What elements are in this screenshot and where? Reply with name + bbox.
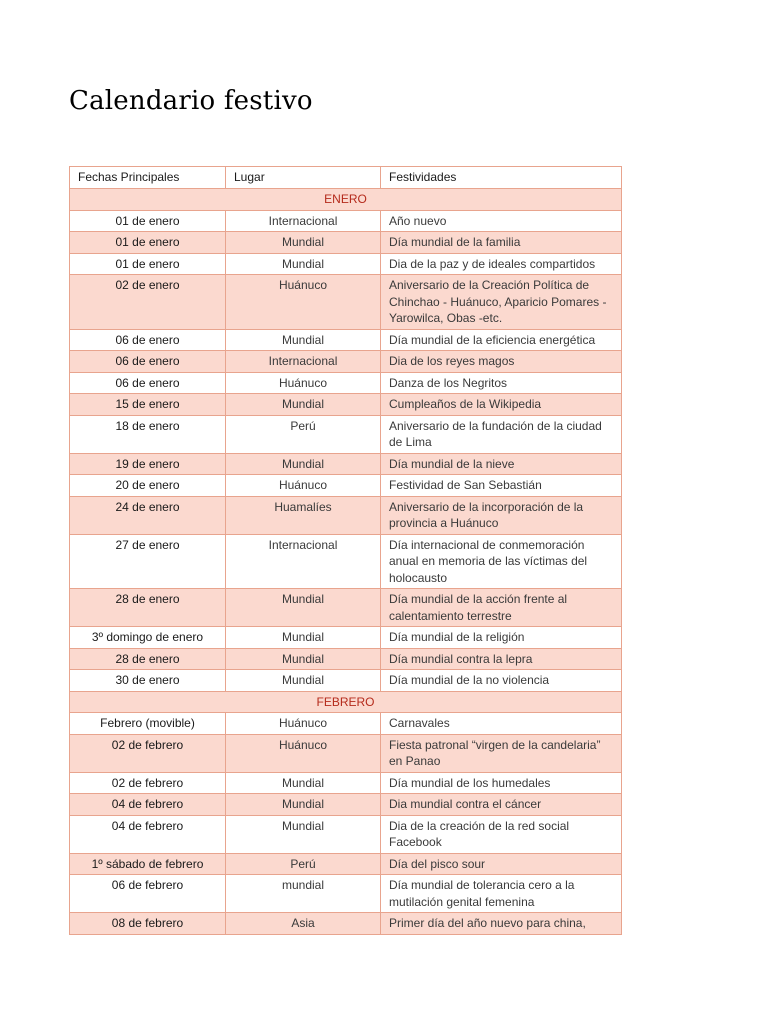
table-row <box>70 627 622 649</box>
table-row <box>70 853 622 875</box>
date-cell: 06 de enero <box>70 372 226 394</box>
table-body <box>70 189 622 935</box>
place-cell: Internacional <box>226 534 381 589</box>
festivity-cell: Día del pisco sour <box>381 853 622 875</box>
place-cell: Mundial <box>226 772 381 794</box>
table-row <box>70 875 622 913</box>
date-cell: 01 de enero <box>70 210 226 232</box>
date-cell: 3º domingo de enero <box>70 627 226 649</box>
festivity-cell: Día mundial de la religión <box>381 627 622 649</box>
place-cell: Mundial <box>226 232 381 254</box>
table-row <box>70 713 622 735</box>
table-row <box>70 794 622 816</box>
place-cell: Internacional <box>226 351 381 373</box>
festivity-cell: Danza de los Negritos <box>381 372 622 394</box>
table-row <box>70 496 622 534</box>
table-row <box>70 329 622 351</box>
festivity-cell: Día internacional de conmemoración anual en memoria de las víctimas del holocausto <box>381 534 622 589</box>
place-cell: Perú <box>226 853 381 875</box>
date-cell: 08 de febrero <box>70 913 226 935</box>
table-header-row <box>70 167 622 189</box>
table-row <box>70 648 622 670</box>
date-cell: 27 de enero <box>70 534 226 589</box>
festivity-cell: Festividad de San Sebastián <box>381 475 622 497</box>
month-label: FEBRERO <box>70 691 622 713</box>
month-label: ENERO <box>70 189 622 211</box>
header-lugar: Lugar <box>226 167 381 189</box>
table-row <box>70 372 622 394</box>
date-cell: 19 de enero <box>70 453 226 475</box>
header-fechas: Fechas Principales <box>70 167 226 189</box>
festivity-cell: Dia mundial contra el cáncer <box>381 794 622 816</box>
festival-calendar-table <box>69 166 622 935</box>
place-cell: Mundial <box>226 394 381 416</box>
festivity-cell: Carnavales <box>381 713 622 735</box>
month-row <box>70 691 622 713</box>
table-row <box>70 589 622 627</box>
place-cell: Mundial <box>226 815 381 853</box>
festivity-cell: Día mundial de la nieve <box>381 453 622 475</box>
table-row <box>70 815 622 853</box>
festivity-cell: Cumpleaños de la Wikipedia <box>381 394 622 416</box>
date-cell: 20 de enero <box>70 475 226 497</box>
place-cell: Perú <box>226 415 381 453</box>
festivity-cell: Aniversario de la fundación de la ciudad de Lima <box>381 415 622 453</box>
place-cell: Huamalíes <box>226 496 381 534</box>
place-cell: Mundial <box>226 329 381 351</box>
place-cell: Mundial <box>226 453 381 475</box>
place-cell: Mundial <box>226 627 381 649</box>
festivity-cell: Aniversario de la Creación Política de Chinchao - Huánuco, Aparicio Pomares - Yarowilca, Obas -etc. <box>381 275 622 330</box>
page-title: Calendario festivo <box>69 86 313 116</box>
date-cell: 18 de enero <box>70 415 226 453</box>
festivity-cell: Día mundial de la acción frente al calentamiento terrestre <box>381 589 622 627</box>
date-cell: 02 de febrero <box>70 772 226 794</box>
place-cell: Huánuco <box>226 372 381 394</box>
festivity-cell: Dia de la creación de la red social Facebook <box>381 815 622 853</box>
date-cell: 04 de febrero <box>70 815 226 853</box>
table-row <box>70 913 622 935</box>
date-cell: 01 de enero <box>70 253 226 275</box>
date-cell: 28 de enero <box>70 589 226 627</box>
month-row <box>70 189 622 211</box>
festivity-cell: Día mundial de la familia <box>381 232 622 254</box>
table-row <box>70 415 622 453</box>
date-cell: 02 de febrero <box>70 734 226 772</box>
place-cell: Huánuco <box>226 275 381 330</box>
date-cell: 1º sábado de febrero <box>70 853 226 875</box>
place-cell: Mundial <box>226 589 381 627</box>
table-row <box>70 453 622 475</box>
place-cell: mundial <box>226 875 381 913</box>
place-cell: Mundial <box>226 253 381 275</box>
festivity-cell: Día mundial de la no violencia <box>381 670 622 692</box>
place-cell: Huánuco <box>226 713 381 735</box>
festivity-cell: Aniversario de la incorporación de la provincia a Huánuco <box>381 496 622 534</box>
festivity-cell: Dia de los reyes magos <box>381 351 622 373</box>
place-cell: Huánuco <box>226 475 381 497</box>
table-row <box>70 232 622 254</box>
festivity-cell: Día mundial de los humedales <box>381 772 622 794</box>
date-cell: 24 de enero <box>70 496 226 534</box>
festivity-cell: Dia de la paz y de ideales compartidos <box>381 253 622 275</box>
festivity-cell: Día mundial de tolerancia cero a la mutilación genital femenina <box>381 875 622 913</box>
table-row <box>70 534 622 589</box>
date-cell: 06 de enero <box>70 329 226 351</box>
place-cell: Mundial <box>226 670 381 692</box>
date-cell: 30 de enero <box>70 670 226 692</box>
table-row <box>70 670 622 692</box>
place-cell: Asia <box>226 913 381 935</box>
table-row <box>70 253 622 275</box>
festivity-cell: Día mundial contra la lepra <box>381 648 622 670</box>
festivity-cell: Día mundial de la eficiencia energética <box>381 329 622 351</box>
table-row <box>70 394 622 416</box>
date-cell: 04 de febrero <box>70 794 226 816</box>
date-cell: 06 de febrero <box>70 875 226 913</box>
date-cell: 15 de enero <box>70 394 226 416</box>
date-cell: 02 de enero <box>70 275 226 330</box>
table-row <box>70 475 622 497</box>
date-cell: Febrero (movible) <box>70 713 226 735</box>
place-cell: Mundial <box>226 794 381 816</box>
date-cell: 01 de enero <box>70 232 226 254</box>
table-row <box>70 772 622 794</box>
table-row <box>70 351 622 373</box>
festivity-cell: Año nuevo <box>381 210 622 232</box>
header-festividades: Festividades <box>381 167 622 189</box>
table-row <box>70 275 622 330</box>
date-cell: 06 de enero <box>70 351 226 373</box>
date-cell: 28 de enero <box>70 648 226 670</box>
festivity-cell: Primer día del año nuevo para china, <box>381 913 622 935</box>
place-cell: Mundial <box>226 648 381 670</box>
place-cell: Internacional <box>226 210 381 232</box>
festivity-cell: Fiesta patronal “virgen de la candelaria” en Panao <box>381 734 622 772</box>
table-row <box>70 210 622 232</box>
place-cell: Huánuco <box>226 734 381 772</box>
table-row <box>70 734 622 772</box>
